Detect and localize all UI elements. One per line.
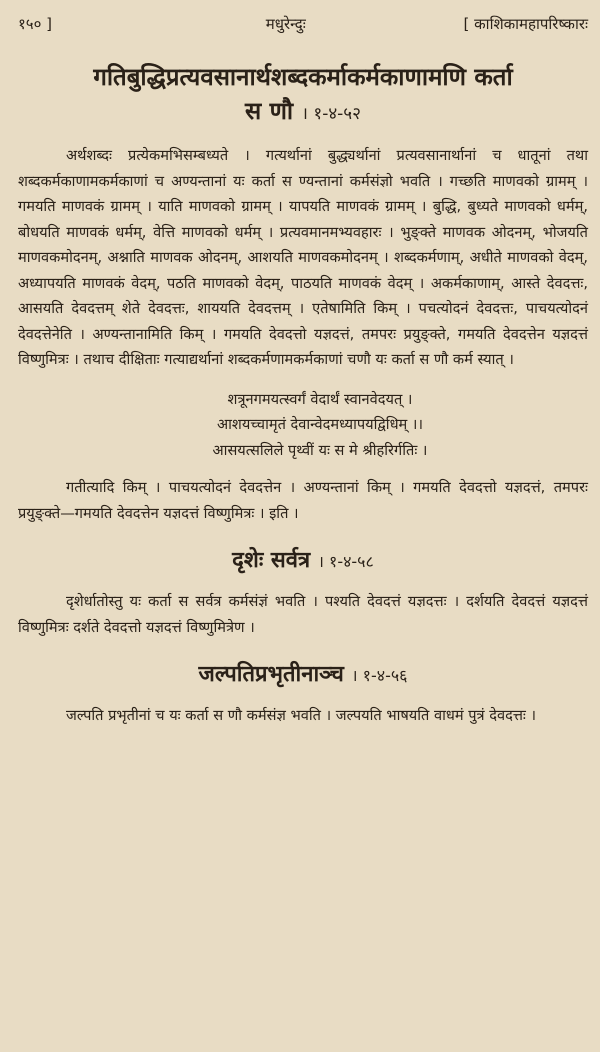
- sutra-heading-3: [18, 660, 588, 691]
- sutra-number: । १-४-५२: [301, 104, 361, 124]
- commentary-text-1: अर्थशब्दः प्रत्येकमभिसम्बध्यते । गत्यर्थानां बुद्ध्यर्थानां प्रत्यवसानार्थानां च धातूनां तथा शब्दकर्मकाणामकर्मकाणां च अण्यन्तानां यः कर्ता स ण्यन्तानां कर्मसंज्ञो भवति । गच्छति माणवको ग्रामम् । गमयति माणवकं ग्रामम् । याति माणवको ग्रामम् । यापयति माणवकं ग्रामम् । बुद्धि, बुध्यते माणवको धर्मम्, बोधयति माणवकं धर्मम्, वेत्ति माणवको धर्मम् । प्रत्यवमानमभ्यवहारः । भुङ्क्ते माणवक ओदनम्, भोजयति माणवकमोदनम्, अश्नाति माणवक ओदनम्, आशयति माणवकमोदनम् । शब्दकर्मणाम्, अधीते माणवको वेदम्, अध्यापयति माणवकं वेदम्, पठति माणवको वेदम्, पाठयति माणवकं वेदम् । अकर्मकाणाम्, आस्ते देवदत्तः, आसयति देवदत्तम् शेते देवदत्तः, शाययति देवदत्तम् । एतेषामिति किम् । पचत्योदनं देवदत्तः, पाचयत्योदनं देवदत्तेनेति । अण्यन्तानामिति किम् । गमयति देवदत्तो यज्ञदत्तं, तमपरः प्रयुङ्क्ते, गमयति देवदत्तेन यज्ञदत्तं विष्णुमित्रः । तथाच दीक्षिताः गत्याद्यर्थानां शब्दकर्मणामकर्मकाणां चणौ यः कर्ता स णौ कर्म स्यात् ।: [18, 147, 588, 368]
- commentary-paragraph-1: [18, 143, 588, 373]
- verse-line-2: आशयच्चामृतं देवान्वेदमध्यापयद्विधिम् ।।: [217, 416, 423, 433]
- page-header: [18, 14, 588, 40]
- verse-line-3: आसयत्सलिले पृथ्वीं यः स मे श्रीहरिर्गतिः ।: [212, 441, 428, 459]
- sutra-number: । १-४-५६: [351, 666, 408, 685]
- sutra-title-text: दृशेः सर्वत्र: [232, 548, 311, 573]
- sutra-title-text: स णौ: [245, 97, 294, 125]
- sutra-number: । १-४-५८: [317, 552, 374, 571]
- sutra-heading-1: [18, 60, 588, 131]
- sutra-heading-2: [18, 546, 588, 577]
- sutra-title-line2: [18, 94, 588, 131]
- commentary-text-2: गतीत्यादि किम् । पाचयत्योदनं देवदत्तेन । अण्यन्तानां किम् । गमयति देवदत्तो यज्ञदत्तं, तमपरः प्रयुङ्क्ते—गमयति देवदत्तेन यज्ञदत्तं विष्णुमित्रः । इति ।: [18, 479, 588, 522]
- commentary-paragraph-3: [18, 589, 588, 640]
- verse-block: [18, 387, 588, 464]
- section-title: [ काशिकामहापरिष्कारः: [463, 15, 588, 33]
- sutra-title-line1: गतिबुद्धिप्रत्यवसानार्थशब्दकर्माकर्मकाणामणि कर्ता: [93, 63, 513, 91]
- commentary-paragraph-4: [18, 703, 588, 729]
- commentary-text-3: दृशेर्धातोस्तु यः कर्ता स सर्वत्र कर्मसंज्ञं भवति । पश्यति देवदत्तं यज्ञदत्तः । दर्शयति देवदत्तं यज्ञदत्तं विष्णुमित्रः दर्शते देवदत्तो यज्ञदत्तं विष्णुमित्रेण ।: [18, 593, 588, 636]
- page-number: १५० ]: [18, 15, 53, 33]
- verse-line-1: शत्रूनगमयत्स्वर्गं वेदार्थं स्वानवेदयत् ।: [227, 390, 413, 408]
- commentary-text-4: जल्पति प्रभृतीनां च यः कर्ता स णौ कर्मसंज्ञ भवति । जल्पयति भाषयति वाधमं पुत्रं देवदत्तः ।: [66, 707, 537, 724]
- sutra-title-text: जल्पतिप्रभृतीनाञ्च: [198, 662, 344, 687]
- commentary-paragraph-2: [18, 475, 588, 526]
- running-title: मधुरेन्दुः: [265, 15, 306, 33]
